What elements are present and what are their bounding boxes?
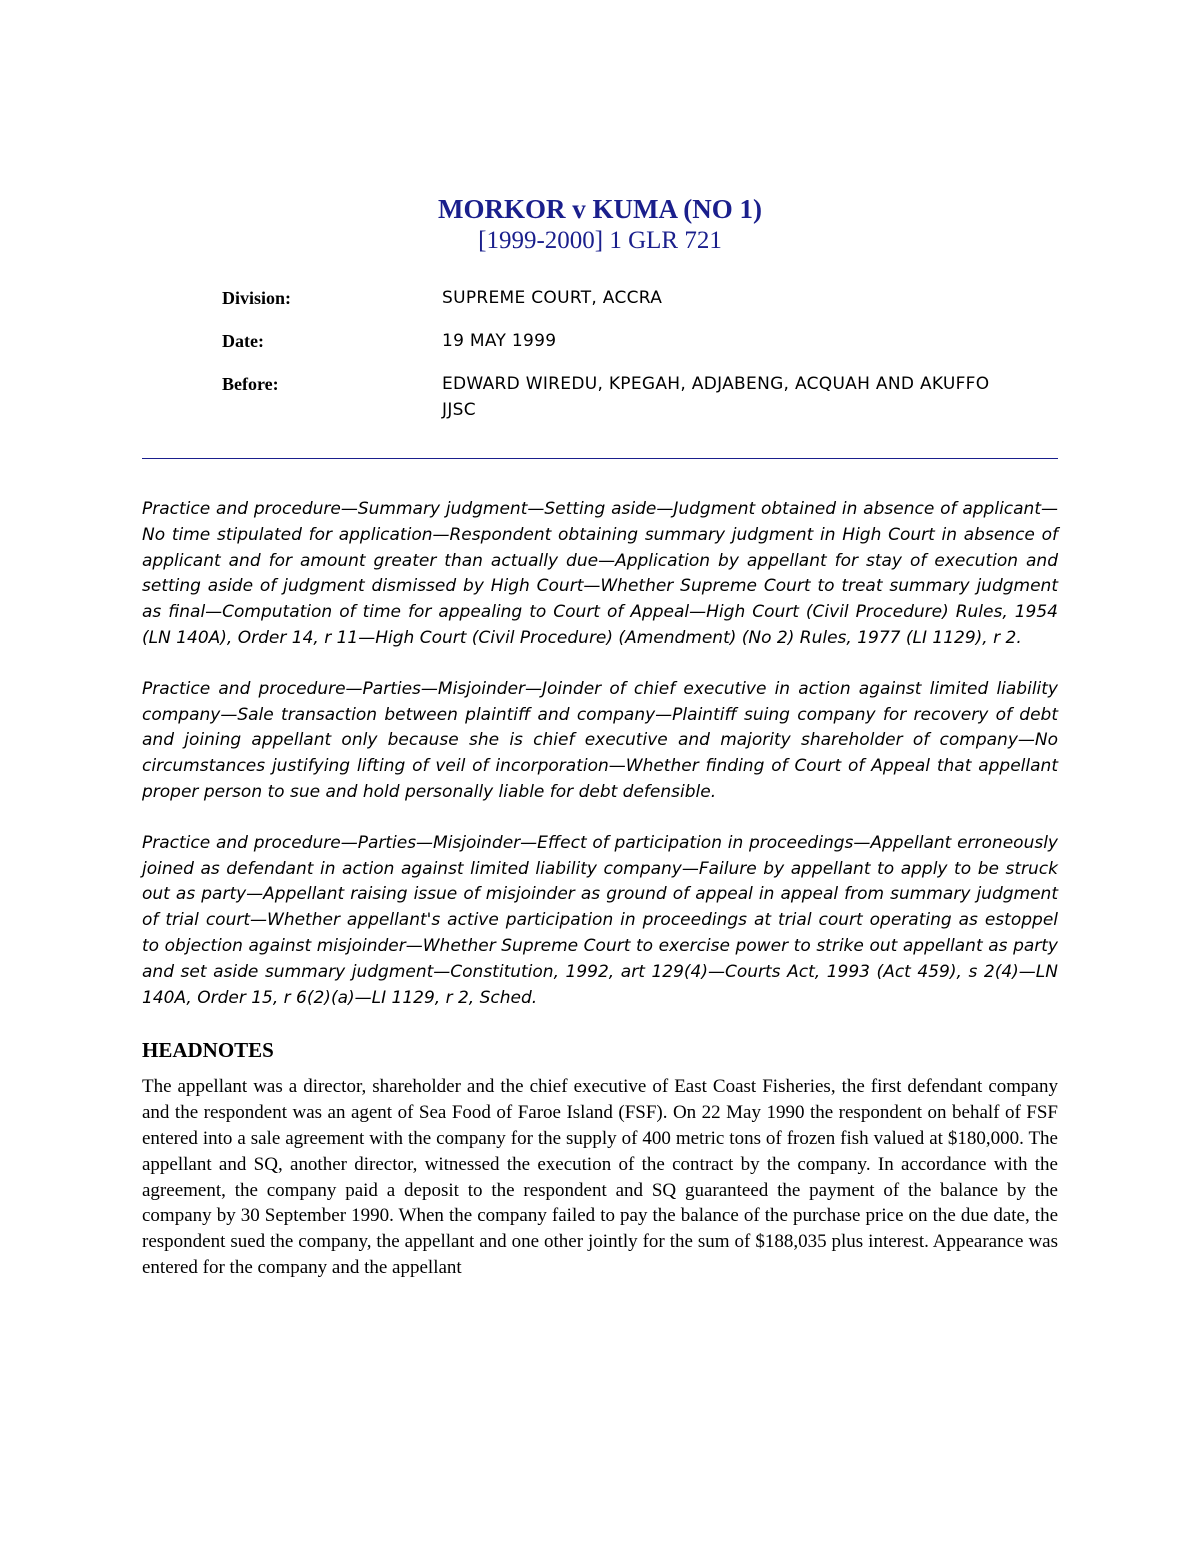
meta-row-date	[222, 328, 1022, 354]
before-value: EDWARD WIREDU, KPEGAH, ADJABENG, ACQUAH AND AKUFFO JJSC	[442, 374, 990, 420]
division-value: SUPREME COURT, ACCRA	[442, 288, 663, 308]
division-label: Division:	[222, 288, 292, 308]
section-divider	[142, 458, 1058, 459]
catchword-paragraph: Practice and procedure—Parties—Misjoinder—Effect of participation in proceedings—Appellant erroneously joined as defendant in action against limited liability company—Failure by appellant to apply to be struck out as party—Appellant raising issue of misjoinder as ground of appeal in appeal from summary judgment of trial court—Whether appellant's active participation in proceedings at trial court operating as estoppel to objection against misjoinder—Whether Supreme Court to exercise power to strike out appellant as party and set aside summary judgment—Constitution, 1992, art 129(4)—Courts Act, 1993 (Act 459), s 2(4)—LN 140A, Order 15, r 6(2)(a)—LI 1129, r 2, Sched.	[142, 832, 1058, 1008]
case-title: MORKOR v KUMA (NO 1)	[438, 194, 762, 224]
case-citation: [1999-2000] 1 GLR 721	[478, 227, 722, 254]
headnote-paragraph: The appellant was a director, shareholder and the chief executive of East Coast Fisheries, the first defendant company and the respondent was an agent of Sea Food of Faroe Island (FSF). On 22 May 1990 the respondent on behalf of FSF entered into a sale agreement with the company for the supply of 400 metric tons of frozen fish valued at $180,000. The appellant and SQ, another director, witnessed the execution of the contract by the company. In accordance with the agreement, the company paid a deposit to the respondent and SQ guaranteed the payment of the balance by the company by 30 September 1990. When the company failed to pay the balance of the purchase price on the due date, the respondent sued the company, the appellant and one other jointly for the sum of $188,035 plus interest. Appearance was entered for the company and the appellant	[142, 1076, 1058, 1278]
catchword-paragraph: Practice and procedure—Parties—Misjoinder—Joinder of chief executive in action against limited liability company—Sale transaction between plaintiff and company—Plaintiff suing company for recovery of debt and joining appellant only because she is chief executive and majority shareholder of company—No circumstances justifying lifting of veil of incorporation—Whether finding of Court of Appeal that appellant proper person to sue and hold personally liable for debt defensible.	[142, 678, 1058, 802]
catchword-paragraph: Practice and procedure—Summary judgment—Setting aside—Judgment obtained in absence of applicant—No time stipulated for application—Respondent obtaining summary judgment in High Court in absence of applicant and for amount greater than actually due—Application by appellant for stay of execution and setting aside of judgment dismissed by High Court—Whether Supreme Court to treat summary judgment as final—Computation of time for appealing to Court of Appeal—High Court (Civil Procedure) Rules, 1954 (LN 140A), Order 14, r 11—High Court (Civil Procedure) (Amendment) (No 2) Rules, 1977 (LI 1129), r 2.	[142, 499, 1058, 648]
date-label: Date:	[222, 331, 264, 351]
meta-row-before	[222, 371, 1022, 423]
date-value: 19 MAY 1999	[442, 331, 557, 351]
title-block	[0, 193, 1200, 257]
case-metadata	[222, 285, 1022, 440]
headnotes-heading: HEADNOTES	[142, 1038, 274, 1063]
document-body	[142, 497, 1058, 1281]
meta-row-division	[222, 285, 1022, 311]
before-label: Before:	[222, 374, 279, 394]
